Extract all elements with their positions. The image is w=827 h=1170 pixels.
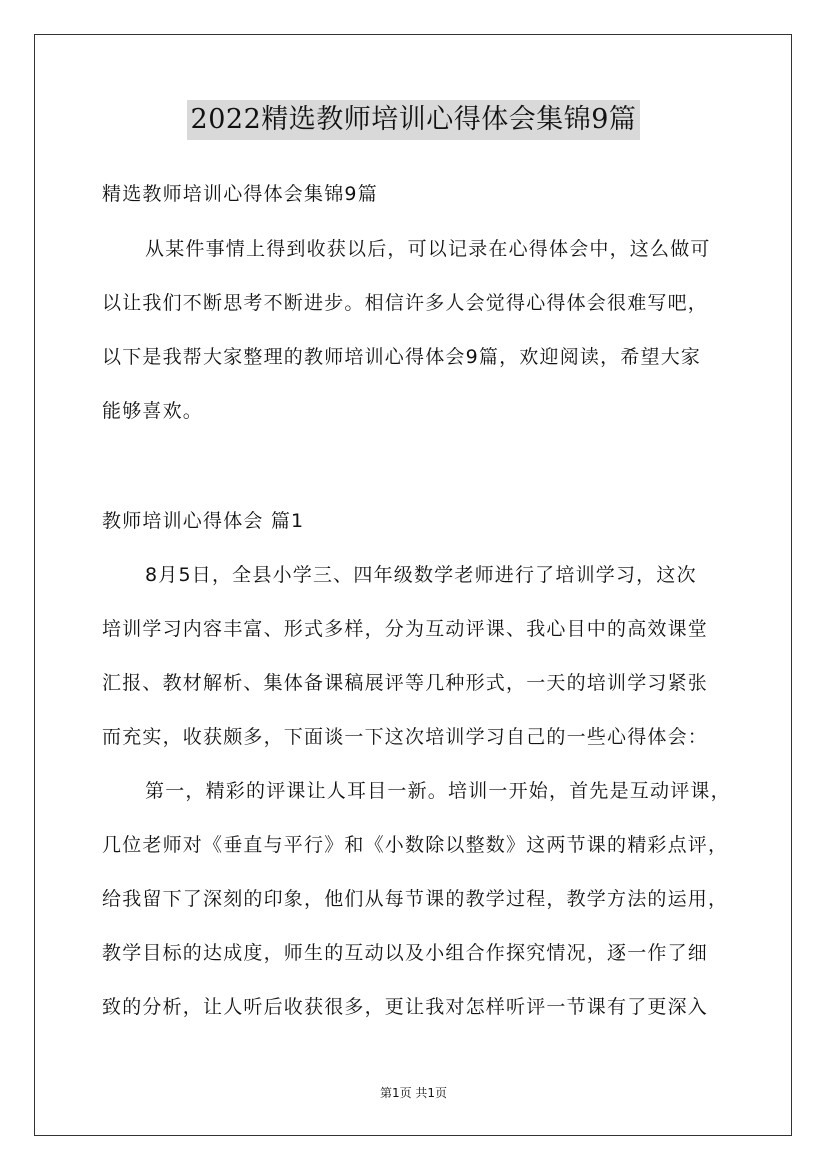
paragraph-line: 而充实，收获颇多，下面谈一下这次培训学习自己的一些心得体会： [102,726,709,748]
paragraph-line: 给我留下了深刻的印象，他们从每节课的教学过程，教学方法的运用， [102,888,729,910]
paragraph-line: 教学目标的达成度，师生的互动以及小组合作探究情况，逐一作了细 [102,942,709,964]
paragraph-line: 培训学习内容丰富、形式多样，分为互动评课、我心目中的高效课堂 [102,618,709,640]
document-title: 2022精选教师培训心得体会集锦9篇 [187,100,641,140]
paragraph-line: 致的分析，让人听后收获很多，更让我对怎样听评一节课有了更深入 [102,996,709,1018]
paragraph-line: 汇报、教材解析、集体备课稿展评等几种形式，一天的培训学习紧张 [102,672,709,694]
paragraph-line: 几位老师对《垂直与平行》和《小数除以整数》这两节课的精彩点评， [102,834,729,856]
intro-line: 以让我们不断思考不断进步。相信许多人会觉得心得体会很难写吧， [102,292,709,314]
intro-line: 能够喜欢。 [102,400,204,422]
page-footer: 第1页 共1页 [379,1086,448,1100]
document-subtitle: 精选教师培训心得体会集锦9篇 [102,183,378,205]
intro-line: 以下是我帮大家整理的教师培训心得体会9篇，欢迎阅读，希望大家 [102,346,702,368]
title-wrap [0,100,827,140]
intro-line: 从某件事情上得到收获以后，可以记录在心得体会中，这么做可 [145,238,711,260]
paragraph-line: 第一，精彩的评课让人耳目一新。培训一开始，首先是互动评课， [145,780,731,802]
paragraph-line: 8月5日，全县小学三、四年级数学老师进行了培训学习，这次 [145,564,697,586]
section-heading: 教师培训心得体会 篇1 [102,510,305,532]
